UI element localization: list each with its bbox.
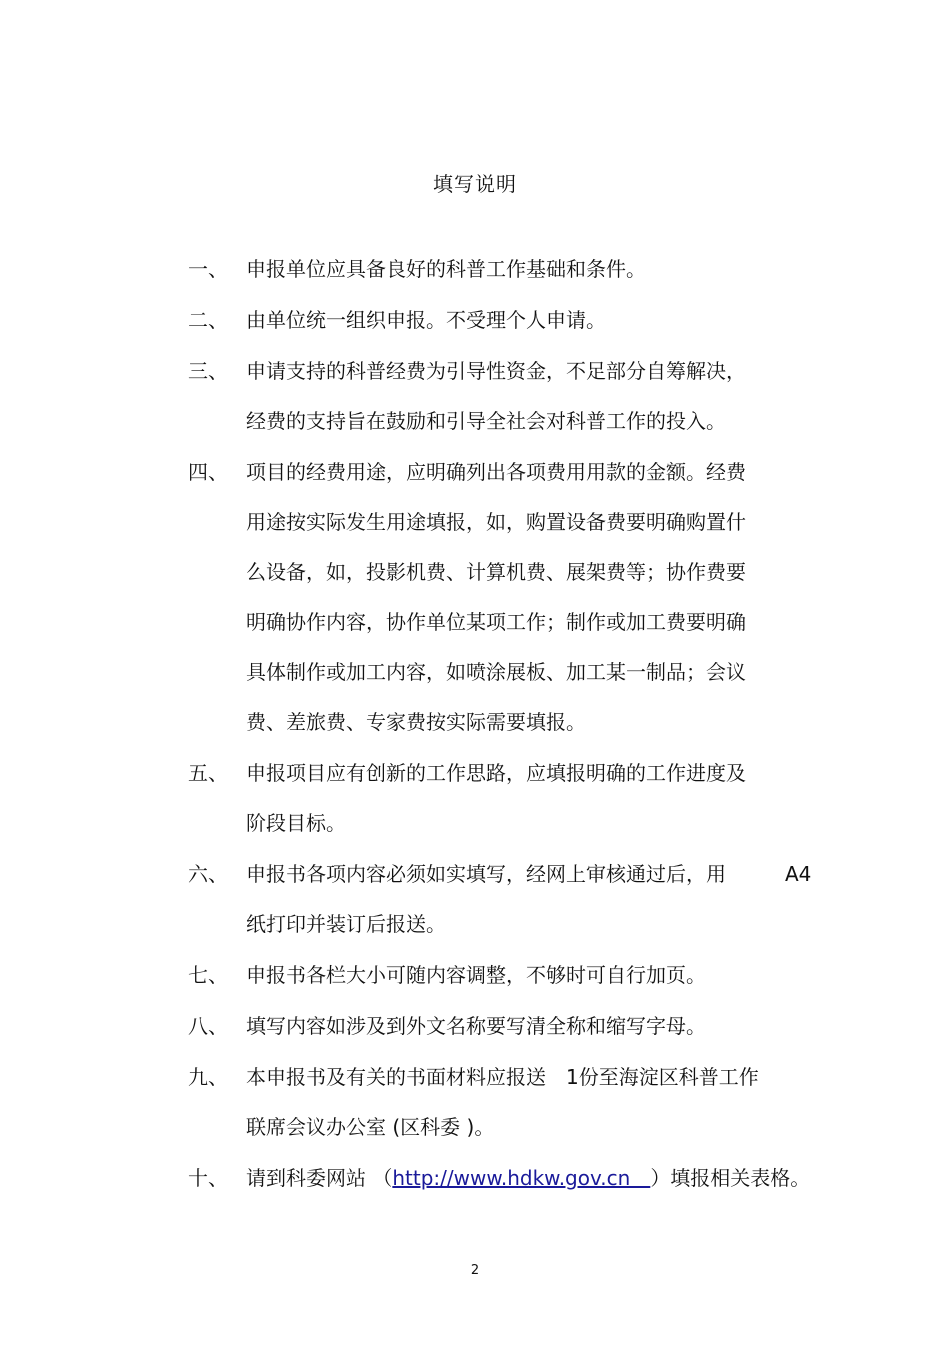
- list-item: [0, 447, 950, 747]
- paper-size-label: A4: [785, 862, 812, 886]
- item-number: 三、: [188, 359, 228, 383]
- item-number: 一、: [188, 257, 228, 281]
- list-item: [0, 295, 950, 345]
- item-text: 由单位统一组织申报。不受理个人申请。: [246, 308, 606, 332]
- item-text: [246, 1153, 826, 1203]
- list-item: [0, 849, 950, 949]
- item-text: 费、差旅费、专家费按实际需要填报。: [246, 710, 586, 734]
- list-item: [0, 346, 950, 446]
- item-text: 用途按实际发生用途填报，如，购置设备费要明确购置什: [246, 510, 746, 534]
- list-item: [0, 748, 950, 848]
- item-text: 么设备，如，投影机费、计算机费、展架费等；协作费要: [246, 560, 746, 584]
- item-text: 纸打印并装订后报送。: [246, 912, 446, 936]
- list-item: [0, 1052, 950, 1152]
- website-link[interactable]: http://www.hdkw.gov.cn: [392, 1166, 651, 1190]
- item-text: [246, 849, 826, 899]
- item-text: 申报项目应有创新的工作思路，应填报明确的工作进度及: [246, 761, 746, 785]
- item-number: 八、: [188, 1014, 228, 1038]
- page-number: 2: [470, 1263, 480, 1278]
- page-title: 填写说明: [433, 172, 517, 196]
- item-text: 项目的经费用途，应明确列出各项费用用款的金额。经费: [246, 460, 746, 484]
- item-number: 四、: [188, 460, 228, 484]
- item-text: 填写内容如涉及到外文名称要写清全称和缩写字母。: [246, 1014, 706, 1038]
- item-number: 六、: [188, 862, 228, 886]
- item-text: 明确协作内容，协作单位某项工作；制作或加工费要明确: [246, 610, 746, 634]
- item-number: 七、: [188, 963, 228, 987]
- list-item: [0, 950, 950, 1000]
- item-text: 本申报书及有关的书面材料应报送 1份至海淀区科普工作: [246, 1065, 759, 1089]
- item-number: 二、: [188, 308, 228, 332]
- list-item: [0, 1153, 950, 1203]
- list-item: [0, 244, 950, 294]
- instruction-list: [0, 244, 950, 1204]
- item-text: 申报单位应具备良好的科普工作基础和条件。: [246, 257, 646, 281]
- item-text: 具体制作或加工内容，如喷涂展板、加工某一制品；会议: [246, 660, 746, 684]
- item-text: 联席会议办公室 (区科委 )。: [246, 1115, 495, 1139]
- item-text-main: 申报书各项内容必须如实填写，经网上审核通过后，用: [246, 862, 726, 886]
- item-number: 五、: [188, 761, 228, 785]
- item-text: 经费的支持旨在鼓励和引导全社会对科普工作的投入。: [246, 409, 726, 433]
- item-text: 申请支持的科普经费为引导性资金，不足部分自筹解决，: [246, 359, 746, 383]
- item-text: 阶段目标。: [246, 811, 346, 835]
- item-text: 申报书各栏大小可随内容调整，不够时可自行加页。: [246, 963, 706, 987]
- item-text-after-link: ）填报相关表格。: [650, 1166, 811, 1190]
- item-number: 十、: [188, 1166, 228, 1190]
- item-text-before-link: 请到科委网站 （: [246, 1166, 393, 1190]
- list-item: [0, 1001, 950, 1051]
- item-number: 九、: [188, 1065, 228, 1089]
